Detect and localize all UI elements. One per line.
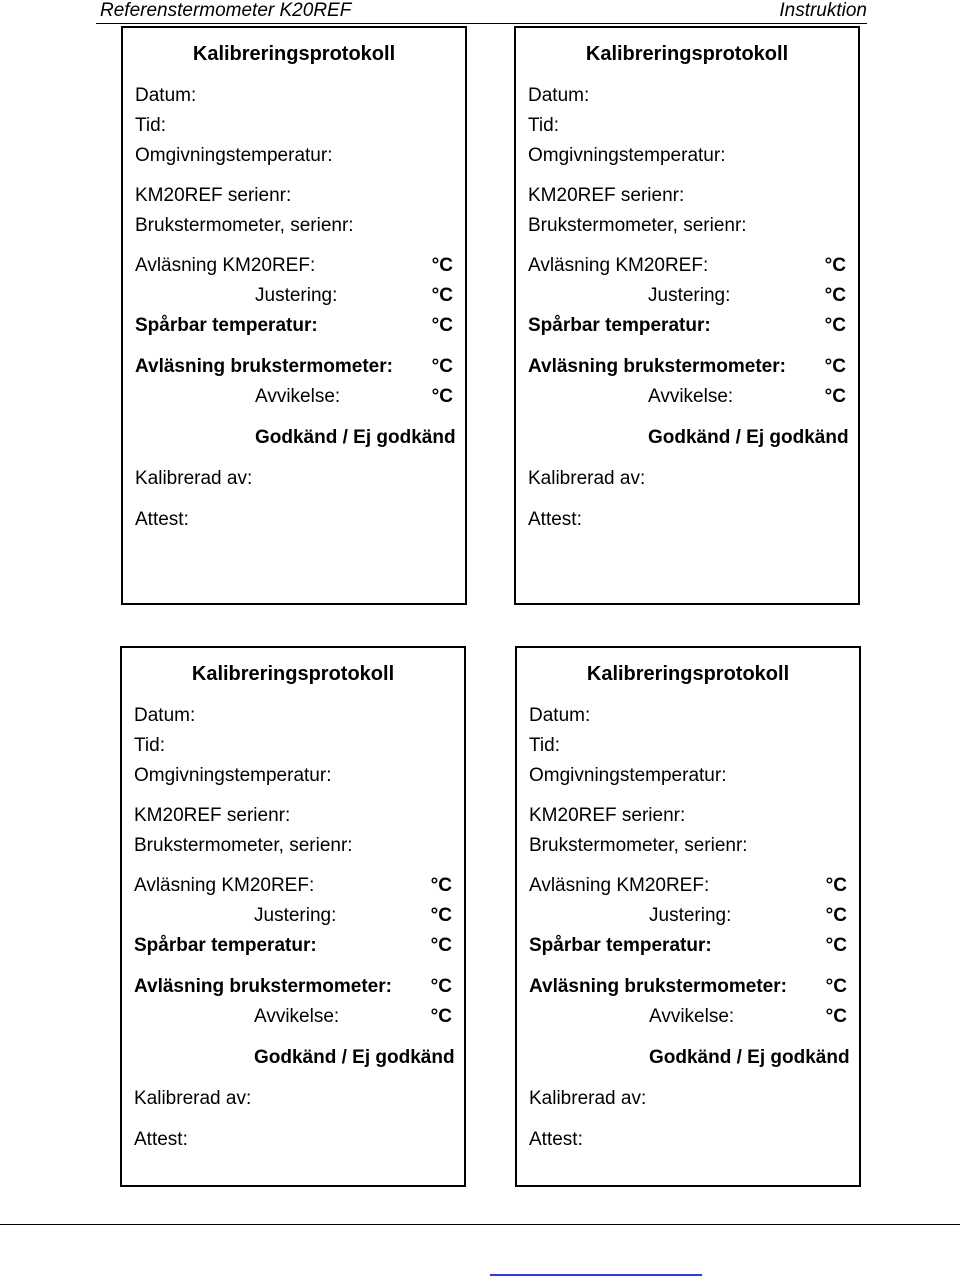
unit-celsius: °C	[431, 386, 453, 407]
tid-label: Tid:	[529, 735, 560, 756]
footer-divider	[0, 1224, 960, 1225]
km20ref-serienr-label: KM20REF serienr:	[134, 805, 291, 826]
kalibrerad-av-label: Kalibrerad av:	[529, 1088, 647, 1109]
avvikelse-label: Avvikelse:	[649, 1006, 735, 1027]
godkand-status: Godkänd / Ej godkänd	[648, 427, 849, 448]
unit-celsius: °C	[824, 315, 846, 336]
kalibrerad-av-label: Kalibrerad av:	[135, 468, 253, 489]
sparbar-temperatur-label: Spårbar temperatur:	[135, 315, 318, 336]
unit-celsius: °C	[430, 875, 452, 896]
calibration-protocol-card	[120, 646, 466, 1187]
calibration-protocol-card	[121, 26, 467, 605]
godkand-status: Godkänd / Ej godkänd	[254, 1047, 455, 1068]
brukstermometer-serienr-label: Brukstermometer, serienr:	[134, 835, 353, 856]
header-right-title: Instruktion	[779, 0, 867, 21]
justering-label: Justering:	[254, 905, 337, 926]
attest-label: Attest:	[528, 509, 582, 530]
card-title: Kalibreringsprotokoll	[192, 43, 396, 65]
km20ref-serienr-label: KM20REF serienr:	[529, 805, 686, 826]
justering-label: Justering:	[648, 285, 731, 306]
unit-celsius: °C	[824, 356, 846, 377]
unit-celsius: °C	[431, 315, 453, 336]
avvikelse-label: Avvikelse:	[255, 386, 341, 407]
datum-label: Datum:	[529, 705, 591, 726]
brukstermometer-serienr-label: Brukstermometer, serienr:	[528, 215, 747, 236]
calibration-protocol-card	[514, 26, 860, 605]
unit-celsius: °C	[431, 356, 453, 377]
avvikelse-label: Avvikelse:	[254, 1006, 340, 1027]
unit-celsius: °C	[824, 285, 846, 306]
avlasning-brukstermometer-label: Avläsning brukstermometer:	[134, 976, 392, 997]
card-title: Kalibreringsprotokoll	[586, 663, 790, 685]
tid-label: Tid:	[528, 115, 559, 136]
sparbar-temperatur-label: Spårbar temperatur:	[528, 315, 711, 336]
avlasning-brukstermometer-label: Avläsning brukstermometer:	[529, 976, 787, 997]
avvikelse-label: Avvikelse:	[648, 386, 734, 407]
omgivningstemperatur-label: Omgivningstemperatur:	[134, 765, 332, 786]
avlasning-km20ref-label: Avläsning KM20REF:	[135, 255, 316, 276]
justering-label: Justering:	[649, 905, 732, 926]
omgivningstemperatur-label: Omgivningstemperatur:	[528, 145, 726, 166]
card-title: Kalibreringsprotokoll	[191, 663, 395, 685]
unit-celsius: °C	[825, 1006, 847, 1027]
unit-celsius: °C	[430, 905, 452, 926]
attest-label: Attest:	[135, 509, 189, 530]
footer-link-underline[interactable]	[490, 1274, 702, 1276]
tid-label: Tid:	[135, 115, 166, 136]
brukstermometer-serienr-label: Brukstermometer, serienr:	[529, 835, 748, 856]
unit-celsius: °C	[825, 935, 847, 956]
sparbar-temperatur-label: Spårbar temperatur:	[529, 935, 712, 956]
kalibrerad-av-label: Kalibrerad av:	[528, 468, 646, 489]
header-left-title: Referenstermometer K20REF	[100, 0, 352, 21]
unit-celsius: °C	[824, 386, 846, 407]
avlasning-brukstermometer-label: Avläsning brukstermometer:	[135, 356, 393, 377]
godkand-status: Godkänd / Ej godkänd	[255, 427, 456, 448]
datum-label: Datum:	[528, 85, 590, 106]
justering-label: Justering:	[255, 285, 338, 306]
unit-celsius: °C	[430, 935, 452, 956]
unit-celsius: °C	[824, 255, 846, 276]
tid-label: Tid:	[134, 735, 165, 756]
unit-celsius: °C	[825, 976, 847, 997]
attest-label: Attest:	[529, 1129, 583, 1150]
km20ref-serienr-label: KM20REF serienr:	[528, 185, 685, 206]
calibration-protocol-card	[515, 646, 861, 1187]
omgivningstemperatur-label: Omgivningstemperatur:	[135, 145, 333, 166]
avlasning-km20ref-label: Avläsning KM20REF:	[529, 875, 710, 896]
attest-label: Attest:	[134, 1129, 188, 1150]
datum-label: Datum:	[134, 705, 196, 726]
km20ref-serienr-label: KM20REF serienr:	[135, 185, 292, 206]
card-title: Kalibreringsprotokoll	[585, 43, 789, 65]
omgivningstemperatur-label: Omgivningstemperatur:	[529, 765, 727, 786]
unit-celsius: °C	[430, 1006, 452, 1027]
unit-celsius: °C	[431, 285, 453, 306]
datum-label: Datum:	[135, 85, 197, 106]
kalibrerad-av-label: Kalibrerad av:	[134, 1088, 252, 1109]
unit-celsius: °C	[825, 905, 847, 926]
unit-celsius: °C	[430, 976, 452, 997]
unit-celsius: °C	[825, 875, 847, 896]
unit-celsius: °C	[431, 255, 453, 276]
header-divider	[96, 23, 867, 24]
godkand-status: Godkänd / Ej godkänd	[649, 1047, 850, 1068]
avlasning-km20ref-label: Avläsning KM20REF:	[528, 255, 709, 276]
avlasning-km20ref-label: Avläsning KM20REF:	[134, 875, 315, 896]
sparbar-temperatur-label: Spårbar temperatur:	[134, 935, 317, 956]
avlasning-brukstermometer-label: Avläsning brukstermometer:	[528, 356, 786, 377]
brukstermometer-serienr-label: Brukstermometer, serienr:	[135, 215, 354, 236]
